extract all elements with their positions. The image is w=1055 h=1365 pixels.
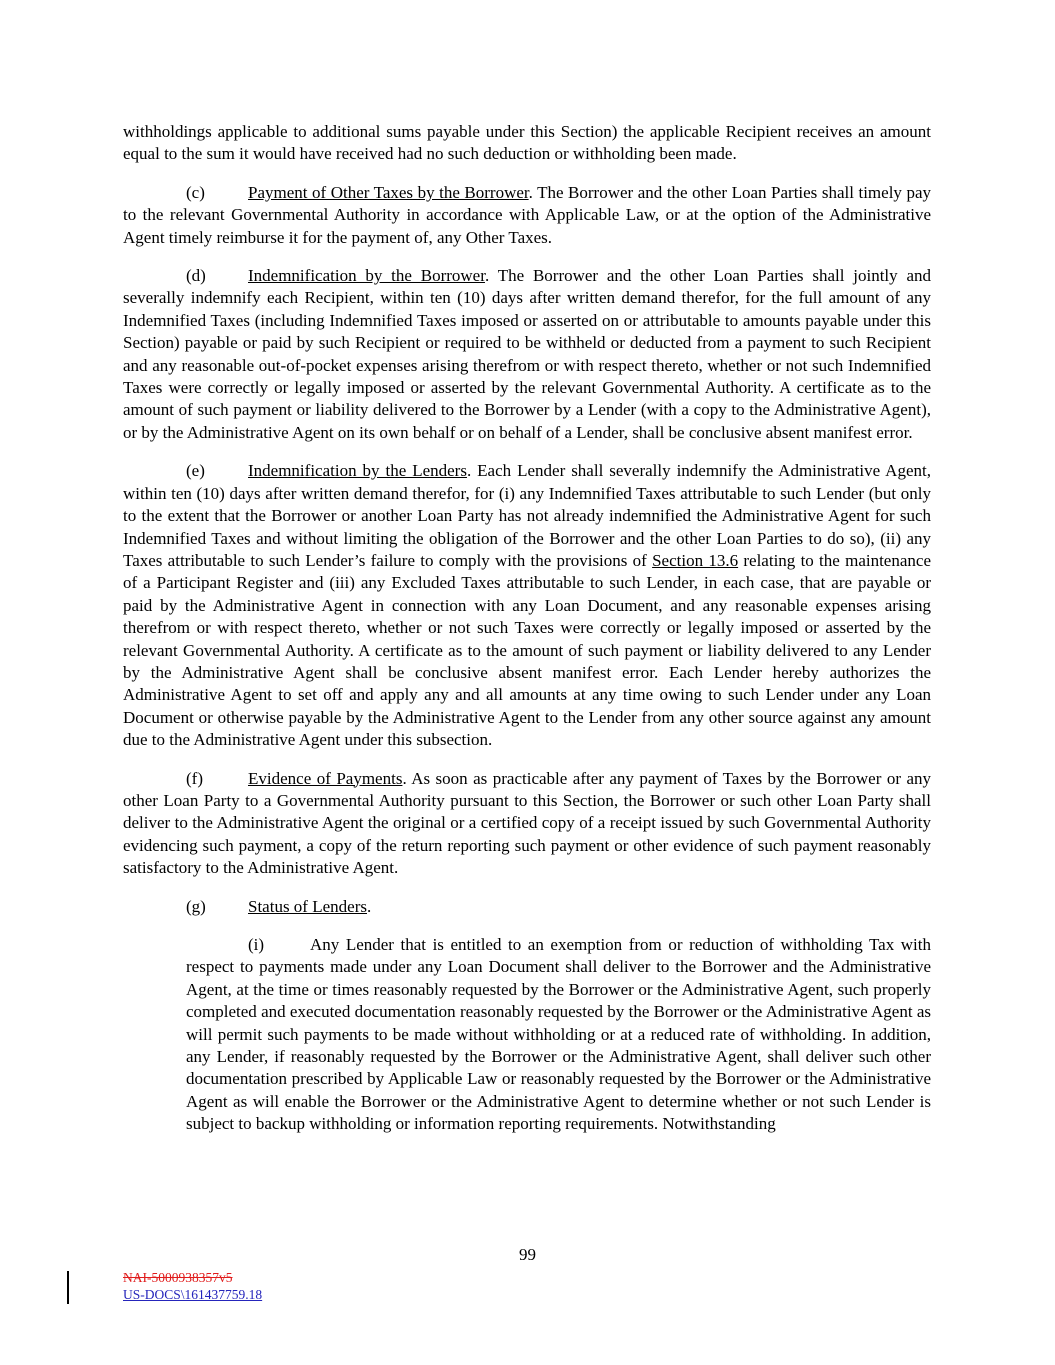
clause-f-heading: Evidence of Payments [248, 768, 403, 788]
clause-e-text-after-ref: relating to the maintenance of a Participant Register and (iii) any Excluded Taxes attributable to such Lender, in each case, that are payable or paid by the Administrative Agent in connection with any Loan Document, and any reasonable expenses arising therefrom or with respect thereto, whether or not such Taxes were correctly or legally imposed or asserted by the relevant Governmental Authority. A certificate as to the amount of such payment or liability delivered to any Lender by the Administrative Agent shall be conclusive absent manifest error. Each Lender hereby authorizes the Administrative Agent to set off and apply any and all amounts at any time owing to such Lender under any Loan Document or otherwise payable by the Administrative Agent to the Lender from any other source against any amount due to the Administrative Agent under this subsection. [123, 550, 931, 750]
clause-g-i-paragraph [186, 934, 931, 1136]
page-body-text [123, 121, 931, 1136]
clause-g-i-label: (i) [248, 935, 265, 954]
clause-c-text: . The Borrower and the other Loan Parties shall timely pay to the relevant Governmental Authority in accordance with Applicable Law, or at the option of the Administrative Agent timely reimburse it for the payment of, any Other Taxes. [123, 182, 931, 247]
clause-f-paragraph [123, 768, 931, 880]
clause-g-text: . [366, 896, 372, 916]
clause-c-label: (c) [186, 182, 205, 202]
clause-c-heading: Payment of Other Taxes by the Borrower [248, 182, 529, 202]
clause-d-paragraph [123, 265, 931, 444]
clause-e-heading: Indemnification by the Lenders [248, 461, 467, 481]
clause-g-paragraph [123, 896, 931, 918]
clause-g-label: (g) [186, 896, 206, 916]
clause-d-text: . The Borrower and the other Loan Parties shall jointly and severally indemnify each Recipient, within ten (10) days after written demand therefor, for the full amount of any Indemnified Taxes (including Indemnified Taxes imposed or asserted on or attributable to amounts payable under this Section) payable or paid by such Recipient or required to be withheld or deducted from a payment to such Recipient and any reasonable out-of-pocket expenses arising therefrom or with respect thereto, whether or not such Indemnified Taxes were correctly or legally imposed or asserted by the relevant Governmental Authority. A certificate as to the amount of such payment or liability delivered to the Borrower by a Lender (with a copy to the Administrative Agent), or by the Administrative Agent on its own behalf or on behalf of a Lender, shall be conclusive absent manifest error. [123, 266, 931, 442]
doc-id-link[interactable]: US-DOCS\161437759.18 [123, 1286, 263, 1302]
clause-e-paragraph [123, 460, 931, 751]
paragraph-continuation-text: withholdings applicable to additional sums payable under this Section) the applicable Recipient receives an amount equal to the sum it would have received had no such deduction or withholding been made. [123, 122, 931, 164]
clause-g-i-text: Any Lender that is entitled to an exemption from or reduction of withholding Tax with respect to payments made under any Loan Document shall deliver to the Borrower and the Administrative Agent, at the time or times reasonably requested by the Borrower or the Administrative Agent, such properly completed and executed documentation reasonably requested by the Borrower or the Administrative Agent as will permit such payments to be made without withholding or at a reduced rate of withholding. In addition, any Lender, if reasonably requested by the Borrower or the Administrative Agent, shall deliver such other documentation prescribed by Applicable Law or reasonably requested by the Borrower or the Administrative Agent as will enable the Borrower or the Administrative Agent to determine whether or not such Lender is subject to backup withholding or information reporting requirements. Notwithstanding [186, 935, 931, 1134]
footer-document-ids [123, 1270, 262, 1303]
revision-change-bar [67, 1271, 69, 1304]
clause-c-paragraph [123, 182, 931, 249]
clause-e-text-before-ref: . Each Lender shall severally indemnify the Administrative Agent, within ten (10) days after written demand therefor, for (i) any Indemnified Taxes attributable to such Lender (but only to the extent that the Borrower or another Loan Party has not already indemnified the Administrative Agent for such Indemnified Taxes and without limiting the obligation of the Borrower and the other Loan Parties to do so), (ii) any Taxes attributable to such Lender’s failure to comply with the provisions of [123, 461, 931, 570]
clause-f-label: (f) [186, 768, 203, 788]
section-13-6-reference: Section 13.6 [652, 550, 739, 570]
paragraph-continuation [123, 121, 931, 166]
clause-g-heading: Status of Lenders [248, 896, 367, 916]
clause-f-text: . As soon as practicable after any payment of Taxes by the Borrower or any other Loan Party to a Governmental Authority pursuant to this Section, the Borrower or such other Loan Party shall deliver to the Administrative Agent the original or a certified copy of a receipt issued by such Governmental Authority evidencing such payment, a copy of the return reporting such payment or other evidence of such payment reasonably satisfactory to the Administrative Agent. [123, 768, 931, 878]
clause-d-label: (d) [186, 266, 206, 286]
clause-e-label: (e) [186, 461, 205, 481]
page-number: 99 [519, 1245, 536, 1264]
clause-d-heading: Indemnification by the Borrower [248, 266, 485, 286]
doc-id-struck: NAI-5000938357v5 [123, 1270, 233, 1285]
